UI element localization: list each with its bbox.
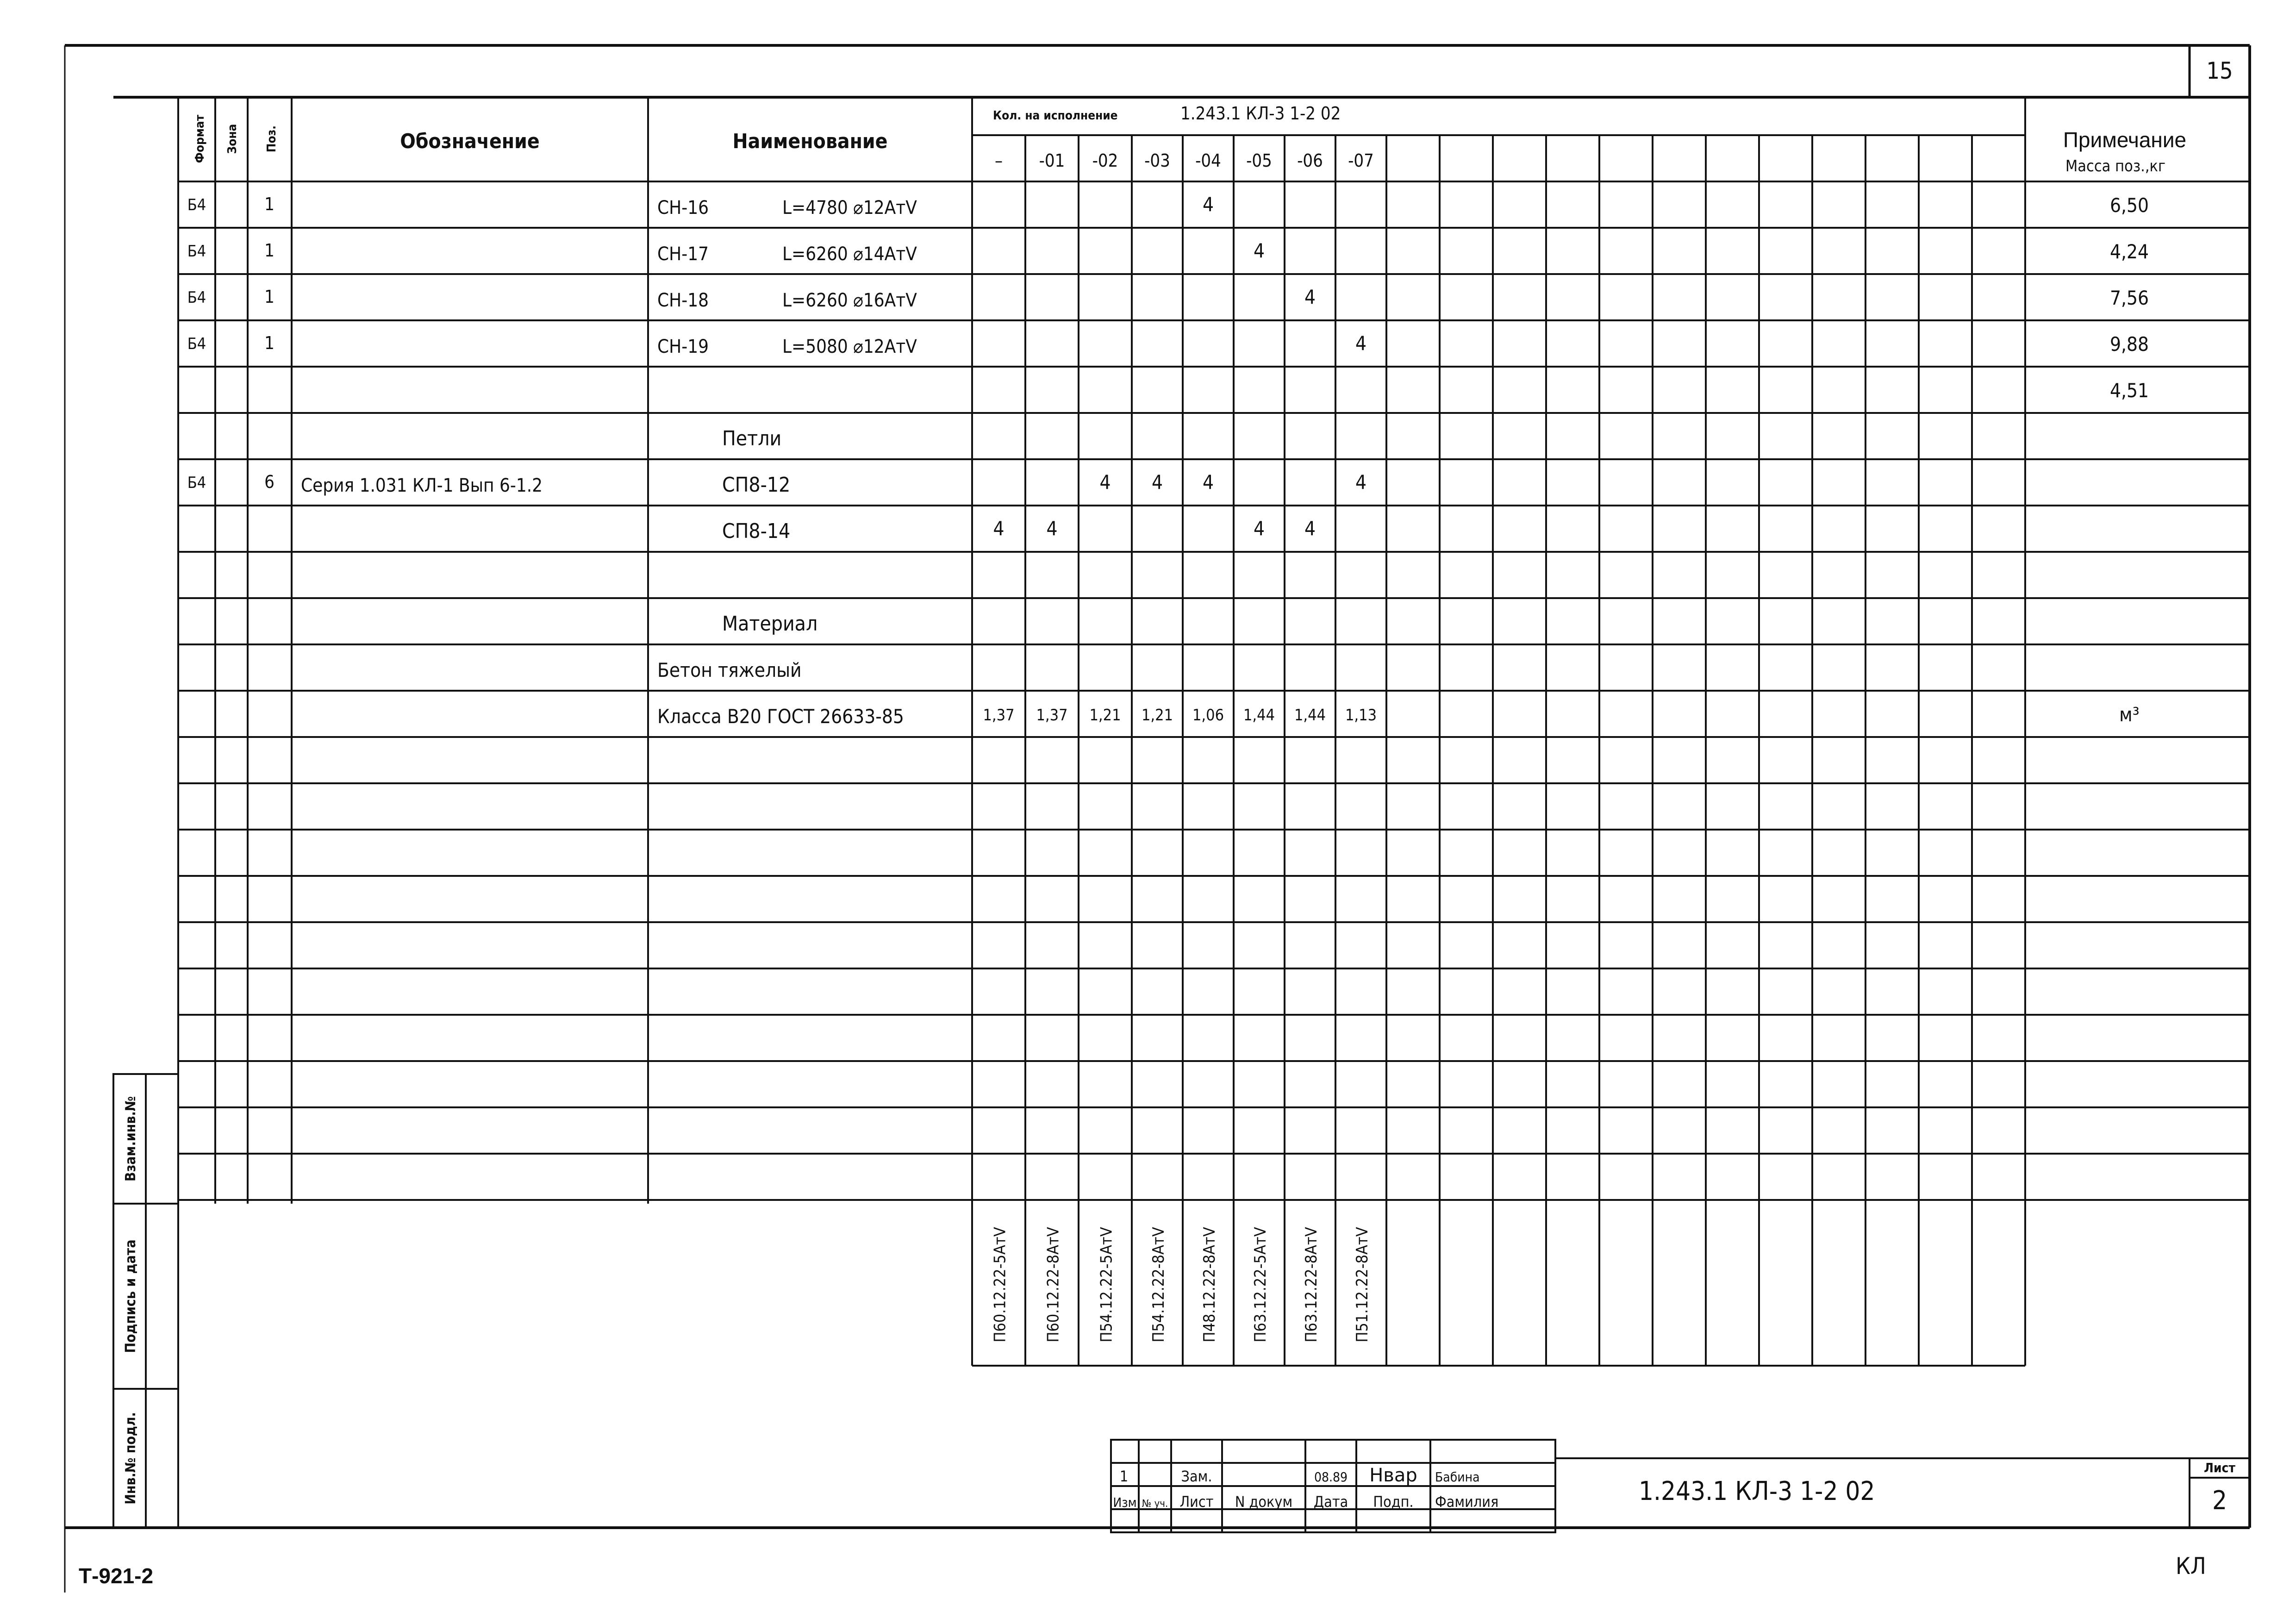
variant-header-6: -06 [1297,150,1323,171]
qty-cell: 4 [1099,471,1111,493]
row-name: СН-16 [657,197,709,219]
spec-table-grid [113,97,2250,1528]
tb-surname-value: Бабина [1435,1469,1480,1485]
vertical-mark-label: П60.12.22-8АтⅤ [1044,1227,1063,1343]
row-note-mass: 9,88 [2109,333,2149,356]
stamp-inv-podl: Инв.№ подл. [123,1412,139,1505]
variant-header-3: -03 [1144,150,1170,171]
header-name: Наименование [732,130,888,153]
qty-cell: 4 [1253,517,1265,540]
tb-h-nouch: № уч. [1142,1498,1168,1510]
variant-header-0: – [994,150,1003,171]
row-name: Бетон тяжелый [657,659,802,681]
tb-doc-code: 1.243.1 КЛ-3 1-2 02 [1639,1476,1875,1506]
qty-cell: 4 [1046,517,1058,540]
variant-header-5: -05 [1246,150,1272,171]
row-name: Материал [722,612,818,636]
row-pos: 1 [264,240,275,261]
sheet-number-top: 15 [2206,57,2233,84]
tb-h-list: Лист [1179,1493,1214,1511]
header-note-mass: Масса поз.,кг [2065,157,2166,175]
tb-zam: Зам. [1181,1468,1212,1485]
row-pos: 1 [264,333,275,353]
tb-date-value: 08.89 [1314,1469,1348,1485]
tb-h-fam: Фамилия [1435,1493,1499,1511]
row-name: СП8-14 [722,519,791,543]
title-block-frame [65,1440,2250,1532]
vertical-mark-label: П63.12.22-5АтⅤ [1251,1227,1270,1343]
row-name-spec: L=6260 ⌀14АтⅤ [782,244,917,265]
vertical-mark-label: П48.12.22-8АтⅤ [1200,1227,1219,1343]
variant-header-7: -07 [1348,150,1374,171]
row-designation: Серия 1.031 КЛ-1 Вып 6-1.2 [301,475,543,496]
qty-cell: 1,37 [1036,706,1068,725]
row-name-spec: L=5080 ⌀12АтⅤ [782,336,917,357]
header-note: Примечание [2063,128,2187,152]
tb-h-ndok: N докум [1235,1493,1293,1511]
row-name: Класса В20 ГОСТ 26633-85 [657,705,904,728]
header-qty-title: Кол. на исполнение [993,109,1118,123]
header-qty-doc: 1.243.1 КЛ-3 1-2 02 [1180,103,1341,124]
qty-cell: 1,13 [1345,706,1377,725]
row-pos: 1 [264,287,275,307]
row-note-mass: 7,56 [2109,287,2149,309]
row-note-mass: 4,51 [2109,379,2149,402]
qty-cell: 4 [1304,517,1316,540]
qty-cell: 4 [1355,332,1367,355]
sheet-frame [65,45,2250,1593]
row-pos: 6 [264,472,275,492]
vertical-mark-label: П54.12.22-8АтⅤ [1149,1227,1168,1343]
tb-sheet-value: 2 [2212,1486,2227,1516]
row-name: Петли [722,427,782,450]
row-format: Б4 [187,335,206,353]
vertical-mark-label: П63.12.22-8АтⅤ [1302,1227,1321,1343]
row-name: СН-17 [657,244,709,265]
header-zone: Зона [225,124,239,154]
qty-cell: 4 [1355,471,1367,493]
row-format: Б4 [187,196,206,214]
footer-left-code: Т-921-2 [79,1564,154,1588]
row-format: Б4 [187,242,206,261]
qty-cell: 1,44 [1294,706,1326,725]
qty-cell: 1,21 [1141,706,1173,725]
qty-cell: 1,37 [983,706,1015,725]
row-pos: 1 [264,194,275,214]
qty-cell: 4 [1151,471,1163,493]
tb-h-izm: Изм [1113,1495,1137,1510]
row-name: СН-19 [657,336,709,357]
tb-h-date: Дата [1313,1493,1348,1511]
qty-cell: 4 [1202,193,1214,216]
variant-header-4: -04 [1195,150,1221,171]
vertical-mark-label: П54.12.22-5АтⅤ [1097,1227,1116,1343]
variant-header-1: -01 [1039,150,1065,171]
row-note-mass: 4,24 [2109,240,2149,263]
qty-cell: 1,21 [1089,706,1121,725]
tb-izm-value: 1 [1119,1468,1129,1485]
row-note-mass: 6,50 [2109,194,2149,217]
header-designation: Обозначение [400,130,540,153]
row-format: Б4 [187,474,206,492]
stamp-vzam: Взам.инв.№ [123,1096,139,1182]
header-format: Формат [193,114,207,163]
tb-signature: Нвар [1369,1465,1417,1486]
row-name: СН-18 [657,290,709,311]
qty-cell: 1,44 [1243,706,1275,725]
qty-cell: 1,06 [1192,706,1224,725]
qty-cell: 4 [1202,471,1214,493]
tb-h-podp: Подп. [1373,1493,1414,1511]
qty-cell: 4 [1304,286,1316,308]
tb-sheet-label: Лист [2203,1460,2236,1475]
qty-cell: 4 [993,517,1004,540]
row-name-spec: L=6260 ⌀16АтⅤ [782,290,917,311]
footer-right-mark: КЛ [2176,1553,2206,1580]
row-format: Б4 [187,288,206,307]
qty-cell: 4 [1253,239,1265,262]
header-pos: Поз. [265,125,279,153]
vertical-mark-label: П60.12.22-5АтⅤ [991,1227,1010,1343]
stamp-podpis: Подпись и дата [123,1239,139,1353]
row-name-spec: L=4780 ⌀12АтⅤ [782,197,917,219]
variant-header-2: -02 [1092,150,1118,171]
row-note-mass: м³ [2119,703,2140,726]
vertical-mark-label: П51.12.22-8АтⅤ [1353,1227,1372,1343]
row-name: СП8-12 [722,473,791,497]
